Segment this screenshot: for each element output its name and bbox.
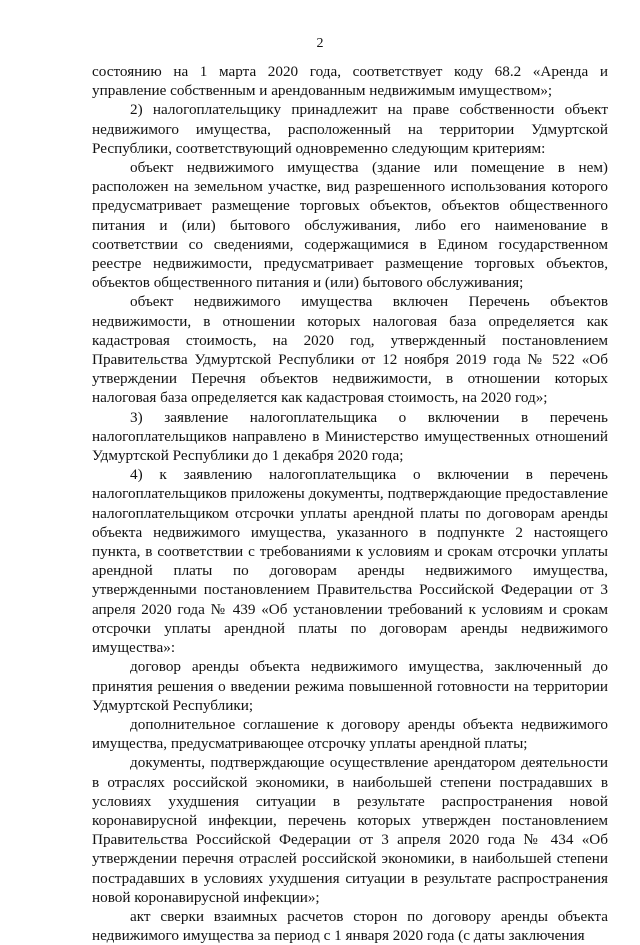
paragraph-doc-lease-contract: договор аренды объекта недвижимого имущества, заключенный до принятия решения о введении режима повышенной готовности на территории Удмуртской Республики; — [92, 658, 608, 714]
paragraph-criterion-location: объект недвижимого имущества (здание или помещение в нем) расположен на земельном участке, вид разрешенного использования которого предусматривает размещение торговых объектов, объектов общественного питания и (или) бытового обслуживания, либо его наименование в соответствии со сведениями, содержащимися в Едином государственном реестре недвижимости, предусматривает размещение торговых объектов, объектов общественного питания и (или) бытового обслуживания; — [92, 159, 608, 292]
paragraph-item-2: 2) налогоплательщику принадлежит на праве собственности объект недвижимого имущества, расположенный на территории Удмуртской Республики, соответствующий одновременно следующим критериям: — [92, 101, 608, 157]
paragraph-item-4: 4) к заявлению налогоплательщика о включении в перечень налогоплательщиков приложены документы, подтверждающие предоставление налогоплательщиком отсрочки уплаты арендной платы по договорам аренды объекта недвижимого имущества, указанного в подпункте 2 настоящего пункта, в соответствии с требованиями к условиям и срокам отсрочки уплаты арендной платы по договорам аренды недвижимого имущества, утвержденными постановлением Правительства Российской Федерации от 3 апреля 2020 года № 439 «Об установлении требований к условиям и срокам отсрочки уплаты арендной платы по договорам аренды недвижимого имущества»: — [92, 466, 608, 657]
paragraph-continuation: состоянию на 1 марта 2020 года, соответствует коду 68.2 «Аренда и управление собственным и арендованным недвижимым имуществом»; — [92, 63, 608, 100]
paragraph-item-3: 3) заявление налогоплательщика о включении в перечень налогоплательщиков направлено в Министерство имущественных отношений Удмуртской Республики до 1 декабря 2020 года; — [92, 408, 608, 465]
document-body — [92, 62, 608, 945]
paragraph-doc-supplementary-agreement: дополнительное соглашение к договору аренды объекта недвижимого имущества, предусматривающее отсрочку уплаты арендной платы; — [92, 715, 608, 753]
paragraph-criterion-list: объект недвижимого имущества включен Перечень объектов недвижимости, в отношении которых налоговая база определяется как кадастровая стоимость, на 2020 год, утвержденный постановлением Правительства Удмуртской Республики от 12 ноября 2019 года № 522 «Об утверждении Перечня объектов недвижимости, в отношении которых налоговая база определяется как кадастровая стоимость, на 2020 год»; — [92, 293, 608, 407]
paragraph-doc-activity-proof: документы, подтверждающие осуществление арендатором деятельности в отраслях российской экономики, в наибольшей степени пострадавших в условиях ухудшения ситуации в результате распространения новой коронавирусной инфекции, перечень которых утвержден постановлением Правительства Российской Федерации от 3 апреля 2020 года № 434 «Об утверждении перечня отраслей российской экономики, в наибольшей степени пострадавших в условиях ухудшения ситуации в результате распространения новой коронавирусной инфекции»; — [92, 754, 608, 906]
page-number: 2 — [316, 36, 324, 51]
paragraph-doc-reconciliation-act: акт сверки взаимных расчетов сторон по договору аренды объекта недвижимого имущества за период с 1 января 2020 года (с даты заключения — [92, 907, 608, 945]
